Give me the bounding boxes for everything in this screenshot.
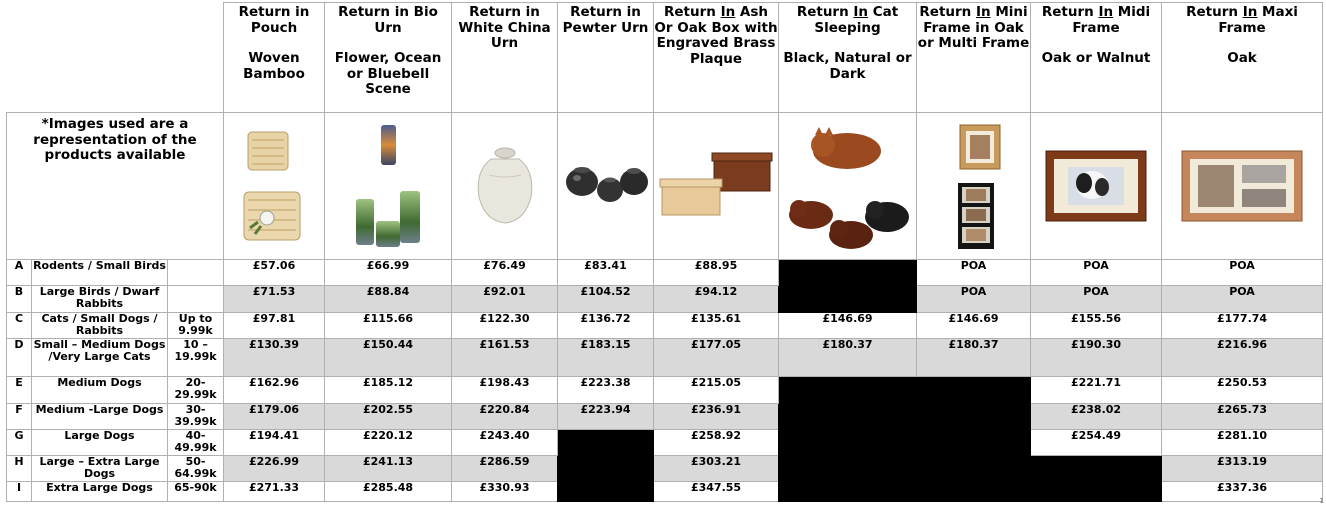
animal-category: Medium -Large Dogs <box>32 404 168 430</box>
price-cell: £258.92 <box>654 430 779 456</box>
price-cell: POA <box>1031 260 1162 286</box>
weight-range: 65-90k <box>168 482 224 502</box>
price-cell: £303.21 <box>654 456 779 482</box>
weight-range: 50-64.99k <box>168 456 224 482</box>
row-letter: I <box>7 482 32 502</box>
maxi-frame-icon <box>1180 149 1304 223</box>
price-table <box>6 2 1323 502</box>
price-cell: £330.93 <box>452 482 558 502</box>
price-cell: £146.69 <box>779 313 917 339</box>
product-title: Return in Pewter Urn <box>562 4 649 36</box>
price-cell: £337.36 <box>1162 482 1323 502</box>
price-cell: £177.05 <box>654 339 779 377</box>
price-cell: £155.56 <box>1031 313 1162 339</box>
price-cell: £104.52 <box>558 286 654 313</box>
price-cell: £94.12 <box>654 286 779 313</box>
product-header-box <box>654 3 779 113</box>
price-cell: £179.06 <box>224 404 325 430</box>
product-header-midi <box>1031 3 1162 113</box>
price-cell: £194.41 <box>224 430 325 456</box>
unavailable-cell <box>558 430 654 502</box>
price-cell: £198.43 <box>452 377 558 404</box>
product-image-cat <box>779 113 917 260</box>
table-row <box>7 404 1323 430</box>
price-cell: £150.44 <box>325 339 452 377</box>
product-image-bio <box>325 113 452 260</box>
price-cell: £146.69 <box>917 313 1031 339</box>
price-cell: £97.81 <box>224 313 325 339</box>
price-cell: £281.10 <box>1162 430 1323 456</box>
price-cell: POA <box>1162 260 1323 286</box>
price-cell: £202.55 <box>325 404 452 430</box>
price-cell: £76.49 <box>452 260 558 286</box>
price-cell: £265.73 <box>1162 404 1323 430</box>
unavailable-cell <box>779 377 1031 502</box>
animal-category: Large – Extra Large Dogs <box>32 456 168 482</box>
price-cell: £136.72 <box>558 313 654 339</box>
row-letter: C <box>7 313 32 339</box>
animal-category: Cats / Small Dogs / Rabbits <box>32 313 168 339</box>
weight-range <box>168 286 224 313</box>
price-cell: £226.99 <box>224 456 325 482</box>
price-cell: £180.37 <box>779 339 917 377</box>
price-cell: £238.02 <box>1031 404 1162 430</box>
price-cell: £71.53 <box>224 286 325 313</box>
price-cell: £241.13 <box>325 456 452 482</box>
price-cell: £161.53 <box>452 339 558 377</box>
white-china-urn-icon <box>465 141 545 231</box>
product-image-pewter <box>558 113 654 260</box>
weight-range <box>168 260 224 286</box>
row-letter: G <box>7 430 32 456</box>
table-row <box>7 430 1323 456</box>
product-title: Return in White China Urn <box>458 4 551 51</box>
price-cell: £271.33 <box>224 482 325 502</box>
price-cell: £122.30 <box>452 313 558 339</box>
price-cell: £92.01 <box>452 286 558 313</box>
price-cell: £83.41 <box>558 260 654 286</box>
price-cell: £190.30 <box>1031 339 1162 377</box>
price-cell: £180.37 <box>917 339 1031 377</box>
product-header-pewter <box>558 3 654 113</box>
price-cell: £57.06 <box>224 260 325 286</box>
price-cell: £221.71 <box>1031 377 1162 404</box>
product-title: Return In Ash Or Oak Box with Engraved Brass Plaque <box>654 4 778 67</box>
table-row <box>7 339 1323 377</box>
header-blank <box>7 3 224 113</box>
price-cell: £286.59 <box>452 456 558 482</box>
product-image-box <box>654 113 779 260</box>
price-cell: £177.74 <box>1162 313 1323 339</box>
animal-category: Medium Dogs <box>32 377 168 404</box>
weight-range: 30-39.99k <box>168 404 224 430</box>
price-cell: £250.53 <box>1162 377 1323 404</box>
price-cell: £220.12 <box>325 430 452 456</box>
row-letter: D <box>7 339 32 377</box>
product-header-mini <box>917 3 1031 113</box>
weight-range: 10 – 19.99k <box>168 339 224 377</box>
product-header-cat <box>779 3 917 113</box>
bio-urn-icon <box>348 121 428 251</box>
sleeping-cat-icon <box>783 121 913 251</box>
product-header-maxi <box>1162 3 1323 113</box>
price-cell: £216.96 <box>1162 339 1323 377</box>
row-letter: A <box>7 260 32 286</box>
row-letter: F <box>7 404 32 430</box>
product-header-bio <box>325 3 452 113</box>
product-subtitle: Oak <box>1227 50 1257 66</box>
price-cell: £243.40 <box>452 430 558 456</box>
product-image-maxi <box>1162 113 1323 260</box>
price-cell: £220.84 <box>452 404 558 430</box>
product-title: Return In Midi Frame <box>1041 4 1151 36</box>
product-image-pouch <box>224 113 325 260</box>
price-cell: POA <box>917 260 1031 286</box>
price-cell: POA <box>1031 286 1162 313</box>
row-letter: H <box>7 456 32 482</box>
pewter-urn-icon <box>560 156 652 216</box>
images-note: *Images used are a representation of the products available <box>7 113 224 260</box>
price-cell: £347.55 <box>654 482 779 502</box>
product-subtitle: Oak or Walnut <box>1041 50 1151 66</box>
product-title: Return In Mini Frame in Oak or Multi Frame <box>917 4 1030 51</box>
price-cell: £223.94 <box>558 404 654 430</box>
price-cell: £135.61 <box>654 313 779 339</box>
table-row <box>7 313 1323 339</box>
price-cell: £183.15 <box>558 339 654 377</box>
product-subtitle: Woven Bamboo <box>243 50 305 82</box>
price-cell: POA <box>917 286 1031 313</box>
price-cell: £185.12 <box>325 377 452 404</box>
page-number: 1 <box>1319 497 1324 505</box>
woven-pouch-icon <box>234 126 314 246</box>
product-image-midi <box>1031 113 1162 260</box>
price-cell: POA <box>1162 286 1323 313</box>
price-cell: £130.39 <box>224 339 325 377</box>
weight-range: Up to 9.99k <box>168 313 224 339</box>
mini-frame-icon <box>944 121 1004 251</box>
price-cell: £115.66 <box>325 313 452 339</box>
weight-range: 40-49.99k <box>168 430 224 456</box>
table-row <box>7 377 1323 404</box>
price-cell: £285.48 <box>325 482 452 502</box>
midi-frame-icon <box>1044 149 1148 223</box>
price-cell: £254.49 <box>1031 430 1162 456</box>
product-title: Return In Cat Sleeping <box>796 4 899 36</box>
price-cell: £88.84 <box>325 286 452 313</box>
table-row <box>7 286 1323 313</box>
table-row <box>7 260 1323 286</box>
price-cell: £162.96 <box>224 377 325 404</box>
row-letter: B <box>7 286 32 313</box>
product-title: Return in Pouch <box>238 4 310 36</box>
animal-category: Small – Medium Dogs /Very Large Cats <box>32 339 168 377</box>
product-image-mini <box>917 113 1031 260</box>
table-row <box>7 456 1323 482</box>
product-subtitle: Black, Natural or Dark <box>783 50 912 82</box>
row-letter: E <box>7 377 32 404</box>
animal-category: Extra Large Dogs <box>32 482 168 502</box>
product-image-china <box>452 113 558 260</box>
weight-range: 20-29.99k <box>168 377 224 404</box>
unavailable-cell <box>1031 456 1162 502</box>
price-cell: £223.38 <box>558 377 654 404</box>
price-cell: £66.99 <box>325 260 452 286</box>
animal-category: Large Birds / Dwarf Rabbits <box>32 286 168 313</box>
product-header-china <box>452 3 558 113</box>
ash-oak-box-icon <box>658 151 774 221</box>
price-cell: £313.19 <box>1162 456 1323 482</box>
unavailable-cell <box>779 260 917 313</box>
price-cell: £215.05 <box>654 377 779 404</box>
product-title: Return In Maxi Frame <box>1186 4 1298 36</box>
product-header-pouch <box>224 3 325 113</box>
product-title: Return in Bio Urn <box>338 4 438 36</box>
price-cell: £236.91 <box>654 404 779 430</box>
product-subtitle: Flower, Ocean or Bluebell Scene <box>334 50 442 97</box>
price-cell: £88.95 <box>654 260 779 286</box>
animal-category: Rodents / Small Birds <box>32 260 168 286</box>
animal-category: Large Dogs <box>32 430 168 456</box>
